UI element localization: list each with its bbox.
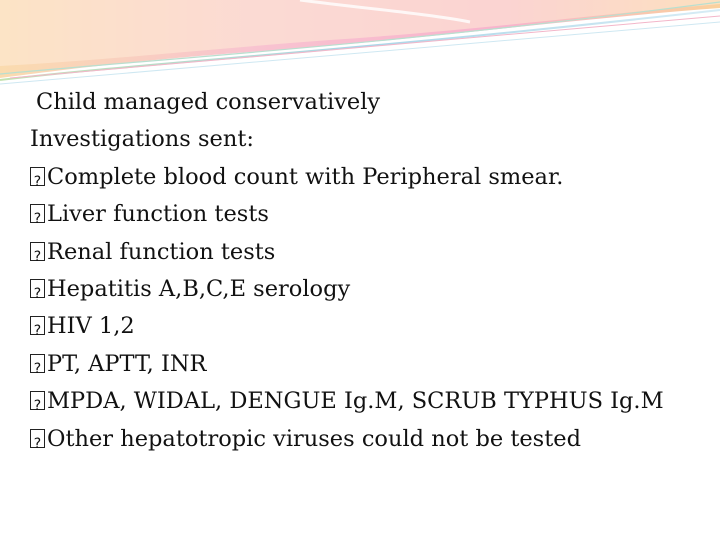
investigations-list (30, 159, 710, 458)
header-wave-light (0, 0, 720, 66)
missing-glyph-box-icon (30, 354, 45, 373)
list-item (30, 308, 710, 345)
missing-glyph-box-icon (30, 279, 45, 298)
intro-text: Child managed conservatively (36, 89, 381, 115)
missing-glyph-box-icon (30, 167, 45, 186)
list-item (30, 234, 710, 271)
list-item (30, 421, 710, 458)
header-decoration (0, 0, 720, 90)
list-item-text: Renal function tests (47, 238, 276, 265)
list-item (30, 383, 710, 420)
missing-glyph-box-icon (30, 316, 45, 335)
list-item-text: Liver function tests (47, 201, 269, 228)
list-item-text: MPDA, WIDAL, DENGUE Ig.M, SCRUB TYPHUS Ig.M (47, 388, 664, 415)
list-item-text: HIV 1,2 (47, 313, 135, 340)
missing-glyph-box-icon (30, 204, 45, 223)
slide-body (30, 84, 710, 458)
list-item-text: PT, APTT, INR (47, 350, 207, 377)
missing-glyph-box-icon (30, 242, 45, 261)
investigations-heading: Investigations sent: (30, 126, 254, 153)
list-item (30, 271, 710, 308)
missing-glyph-box-icon (30, 391, 45, 410)
list-item (30, 196, 710, 233)
list-item (30, 159, 710, 196)
list-item-text: Hepatitis A,B,C,E serology (47, 276, 351, 303)
list-item-text: Complete blood count with Peripheral smear. (47, 163, 564, 190)
list-item-text: Other hepatotropic viruses could not be tested (47, 425, 581, 452)
list-item (30, 346, 710, 383)
missing-glyph-box-icon (30, 429, 45, 448)
